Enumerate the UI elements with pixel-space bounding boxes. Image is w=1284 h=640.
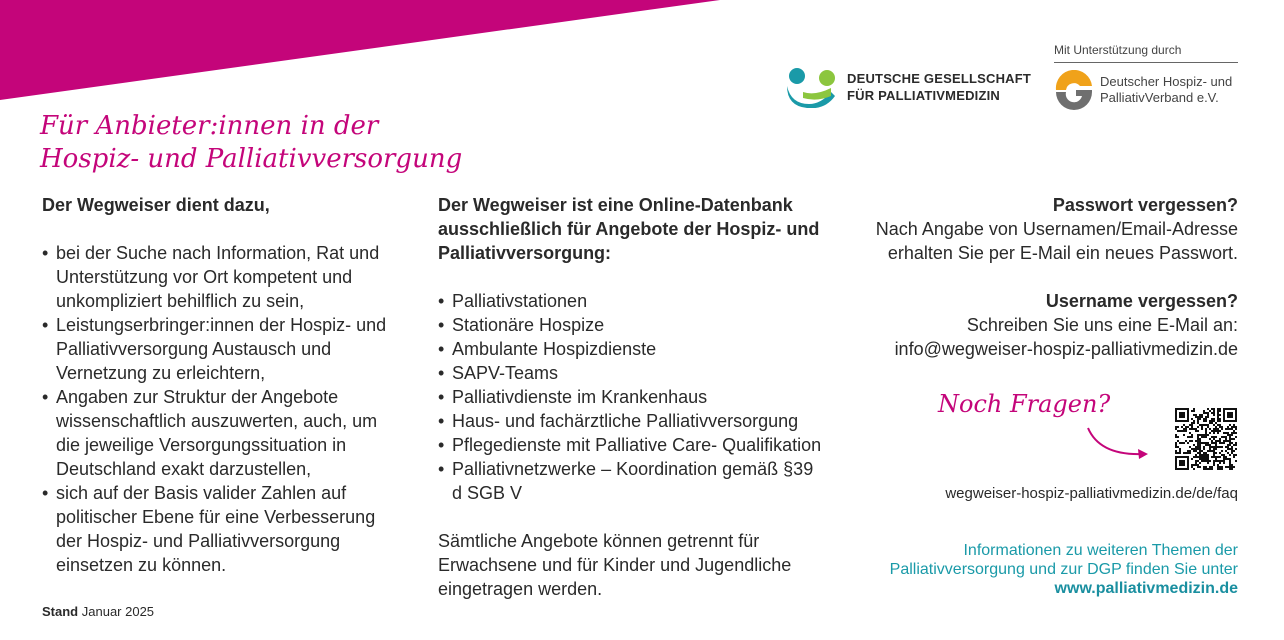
- stand-label: Stand: [42, 604, 79, 619]
- dhpv-logo-line2: PalliativVerband e.V.: [1100, 90, 1219, 105]
- list-item: • Palliativstationen: [438, 289, 858, 313]
- support-label: Mit Unterstützung durch: [1054, 43, 1182, 57]
- dgp-logo-icon: [785, 66, 839, 108]
- username-forgotten-title: Username vergessen?: [1045, 291, 1238, 311]
- heading-line1: Für Anbieter:innen in der: [40, 111, 379, 141]
- list-item: • Pflegedienste mit Palliative Care- Qualifikation: [438, 433, 858, 457]
- password-forgotten-text: Nach Angabe von Usernamen/Email-Adresse erhalten Sie per E-Mail ein neues Passwort.: [875, 219, 1238, 263]
- purpose-column: [42, 193, 402, 577]
- list-item: • Stationäre Hospize: [438, 313, 858, 337]
- database-column: [438, 193, 858, 601]
- database-outro: Sämtliche Angebote können getrennt für Erwachsene und für Kinder und Jugendliche eingetragen werden.: [438, 531, 792, 599]
- dgp-logo-line2: FÜR PALLIATIVMEDIZIN: [847, 88, 1001, 103]
- purpose-intro: Der Wegweiser dient dazu,: [42, 195, 270, 215]
- list-item: • Palliativnetzwerke – Koordination gemäß §39 d SGB V: [438, 457, 818, 505]
- username-forgotten-text: Schreiben Sie uns eine E-Mail an:: [966, 315, 1238, 335]
- dgp-logo-line1: DEUTSCHE GESELLSCHAFT: [847, 71, 1032, 86]
- list-item: • SAPV-Teams: [438, 361, 858, 385]
- palliativmedizin-link[interactable]: www.palliativmedizin.de: [1054, 580, 1238, 597]
- dhpv-logo-line1: Deutscher Hospiz- und: [1100, 74, 1233, 89]
- stand-value: Januar 2025: [81, 604, 155, 619]
- qr-code-icon[interactable]: [1175, 408, 1237, 470]
- faq-link[interactable]: wegweiser-hospiz-palliativmedizin.de/de/faq: [945, 485, 1238, 502]
- dhpv-logo-icon: [1054, 70, 1094, 110]
- list-item: • Leistungserbringer:innen der Hospiz- und Palliativversorgung Austausch und Vernetzung zu erleichtern,: [42, 313, 402, 385]
- purpose-list: [42, 241, 402, 577]
- list-item: • Haus- und fachärztliche Palliativversorgung: [438, 409, 858, 433]
- list-item: • bei der Suche nach Information, Rat und Unterstützung vor Ort kompetent und unkompliziert behilflich zu sein,: [42, 241, 402, 313]
- info-block: [838, 541, 1238, 598]
- dgp-logo: [785, 66, 1031, 108]
- list-item: • sich auf der Basis valider Zahlen auf politischer Ebene für eine Verbesserung der Hospiz- und Palliativversorgung einsetzen zu können.: [42, 481, 402, 577]
- dhpv-logo: [1054, 70, 1232, 110]
- info-text: Informationen zu weiteren Themen der Palliativversorgung und zur DGP finden Sie unter: [889, 542, 1238, 578]
- stand-date: [42, 604, 154, 619]
- database-intro: Der Wegweiser ist eine Online-Datenbank ausschließlich für Angebote der Hospiz- und Palliativversorgung:: [438, 195, 820, 263]
- support-divider: [1054, 62, 1238, 63]
- contact-email-link[interactable]: info@wegweiser-hospiz-palliativmedizin.de: [894, 339, 1238, 359]
- list-item: • Angaben zur Struktur der Angebote wissenschaftlich auszuwerten, auch, um die jeweilige Versorgungssituation in Deutschland exakt darzustellen,: [42, 385, 402, 481]
- password-forgotten-title: Passwort vergessen?: [1052, 195, 1238, 215]
- curved-arrow-icon: [1082, 422, 1154, 464]
- list-item: • Palliativdienste im Krankenhaus: [438, 385, 858, 409]
- list-item: • Ambulante Hospizdienste: [438, 337, 858, 361]
- heading-line2: Hospiz- und Palliativversorgung: [40, 144, 463, 174]
- target-audience-heading: [40, 110, 462, 176]
- help-column: [848, 193, 1238, 361]
- more-questions-label: Noch Fragen?: [938, 390, 1111, 418]
- offers-list: [438, 289, 858, 505]
